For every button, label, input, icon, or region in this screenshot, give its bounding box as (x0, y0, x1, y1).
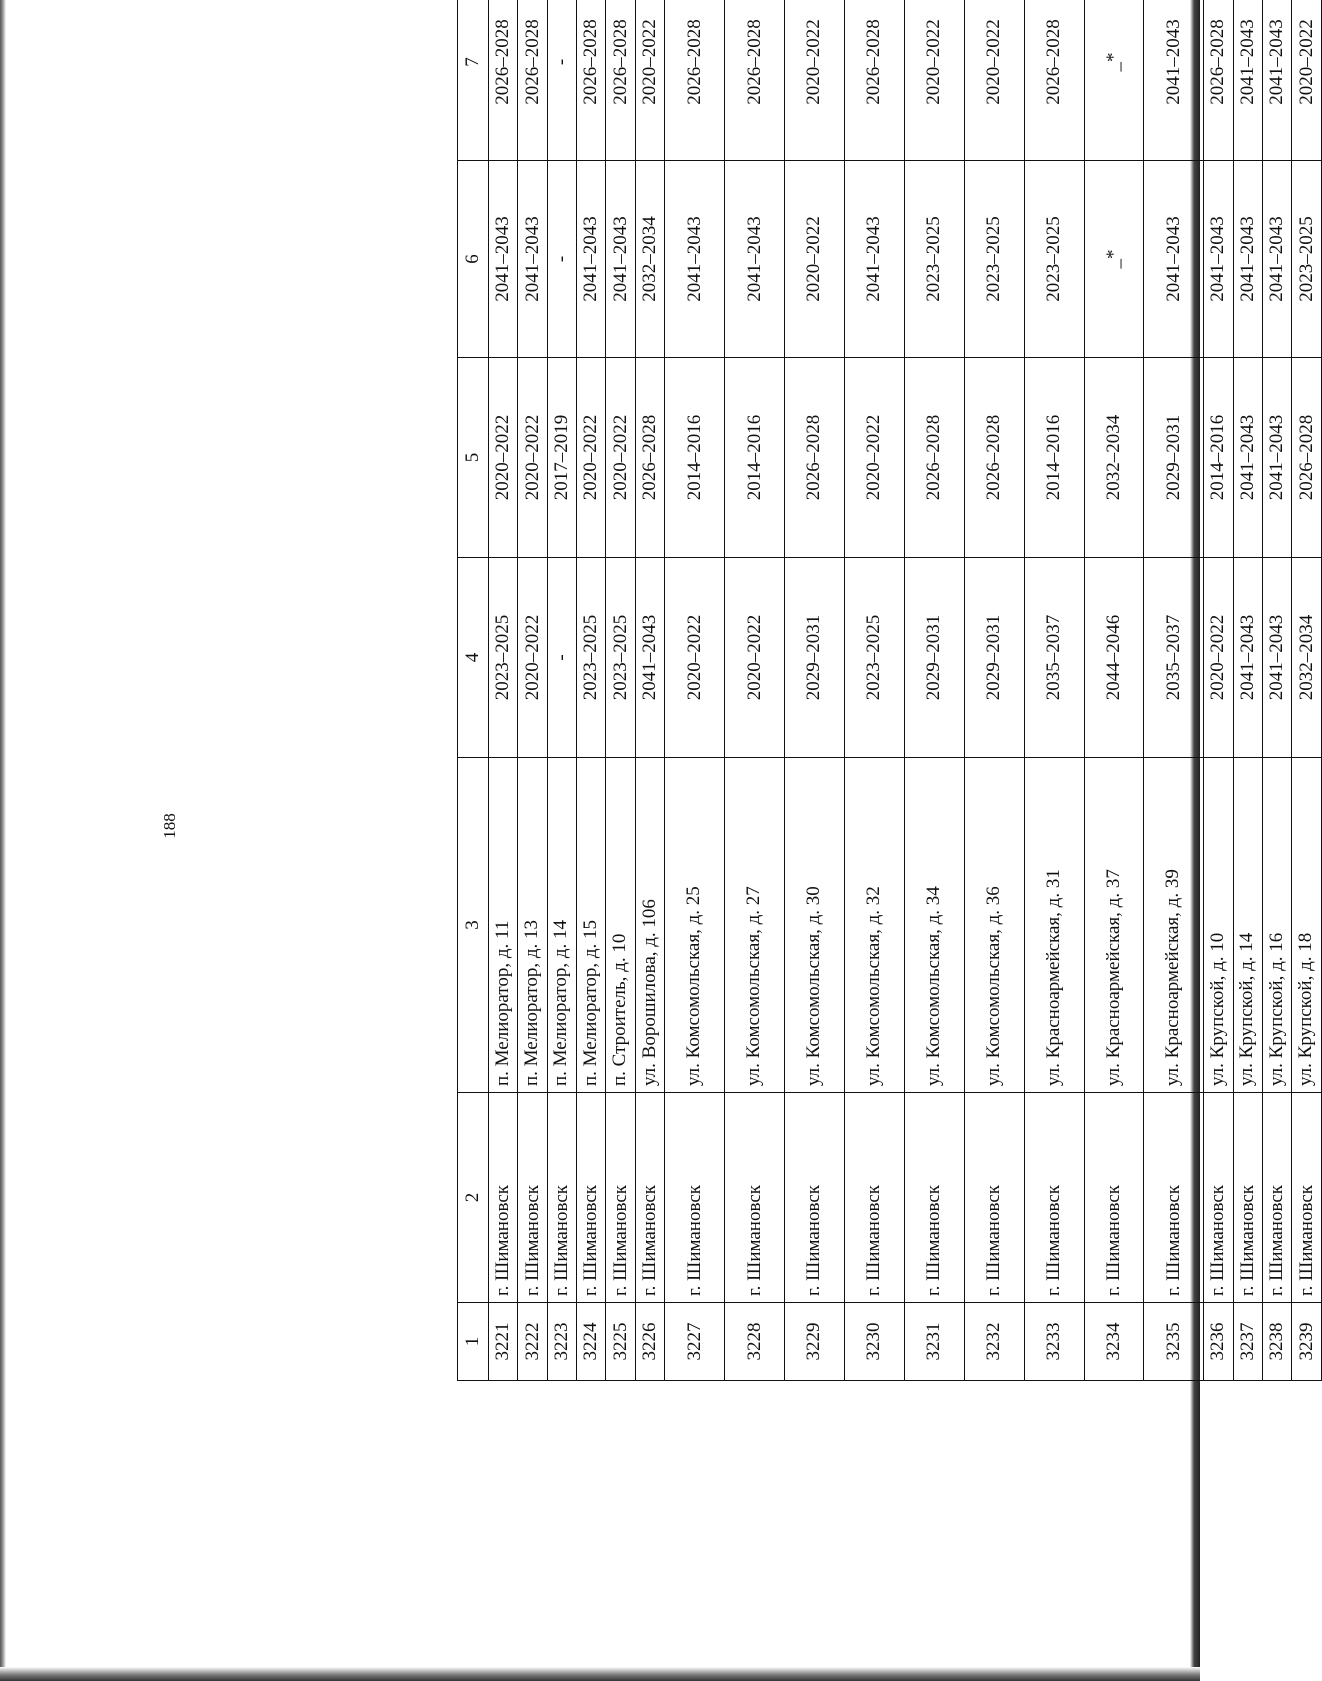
address-cell: п. Мелиоратор, д. 14 (547, 758, 576, 1093)
address-cell: ул. Комсомольская, д. 32 (844, 758, 904, 1093)
period-col5-cell: 2014–2016 (665, 358, 725, 558)
period-col6-cell: 2041–2043 (577, 161, 606, 358)
period-col7-cell: 2020–2022 (1292, 0, 1322, 161)
period-col7-cell: 2020–2022 (904, 0, 964, 161)
city-cell: г. Шимановск (1292, 1093, 1322, 1303)
period-col7-cell: _* (1084, 0, 1144, 161)
period-col6-cell: 2041–2043 (1233, 161, 1262, 358)
city-cell: г. Шимановск (1024, 1093, 1084, 1303)
period-col6-cell: 2023–2025 (904, 161, 964, 358)
city-cell: г. Шимановск (725, 1093, 785, 1303)
period-col4-cell: 2020–2022 (665, 558, 725, 758)
city-cell: г. Шимановск (577, 1093, 606, 1303)
period-col7-cell: 2026–2028 (489, 0, 518, 161)
period-col4-cell: 2041–2043 (1233, 558, 1262, 758)
period-col7-cell: 2020–2022 (964, 0, 1024, 161)
table-row (1233, 0, 1262, 1381)
address-cell: ул. Ворошилова, д. 106 (635, 758, 664, 1093)
column-header-1: 1 (458, 1303, 489, 1381)
city-cell: г. Шимановск (1144, 1093, 1204, 1303)
city-cell: г. Шимановск (606, 1093, 635, 1303)
address-cell: п. Мелиоратор, д. 11 (489, 758, 518, 1093)
city-cell: г. Шимановск (1084, 1093, 1144, 1303)
period-col7-cell: - (547, 0, 576, 161)
city-cell: г. Шимановск (635, 1093, 664, 1303)
city-cell: г. Шимановск (784, 1093, 844, 1303)
period-col5-cell: 2026–2028 (784, 358, 844, 558)
period-col6-cell: 2023–2025 (1024, 161, 1084, 358)
table-row (1292, 0, 1322, 1381)
period-col7-cell: 2020–2022 (635, 0, 664, 161)
period-col7-cell: 2026–2028 (1204, 0, 1233, 161)
table-row (1144, 0, 1204, 1381)
table-row (1024, 0, 1084, 1381)
period-col7-cell: 2041–2043 (1233, 0, 1262, 161)
period-col5-cell: 2020–2022 (518, 358, 547, 558)
period-col7-cell: 2026–2028 (725, 0, 785, 161)
table-header-row (458, 0, 489, 1381)
table-row (665, 0, 725, 1381)
period-col7-cell: 2026–2028 (606, 0, 635, 161)
period-col6-cell: 2041–2043 (489, 161, 518, 358)
period-col5-cell: 2014–2016 (1024, 358, 1084, 558)
city-cell: г. Шимановск (904, 1093, 964, 1303)
table-row (606, 0, 635, 1381)
period-col5-cell: 2014–2016 (725, 358, 785, 558)
address-cell: ул. Комсомольская, д. 25 (665, 758, 725, 1093)
period-col5-cell: 2020–2022 (577, 358, 606, 558)
row-number-cell: 3222 (518, 1303, 547, 1381)
document-table (457, 0, 1322, 1381)
period-col6-cell: _* (1084, 161, 1144, 358)
row-number-cell: 3229 (784, 1303, 844, 1381)
period-col6-cell: 2041–2043 (665, 161, 725, 358)
table-row (1263, 0, 1292, 1381)
row-number-cell: 3230 (844, 1303, 904, 1381)
document-table-wrapper (457, 0, 1322, 1381)
period-col5-cell: 2020–2022 (489, 358, 518, 558)
period-col6-cell: 2023–2025 (1292, 161, 1322, 358)
period-col6-cell: - (547, 161, 576, 358)
period-col4-cell: 2032–2034 (1292, 558, 1322, 758)
table-row (904, 0, 964, 1381)
city-cell: г. Шимановск (1204, 1093, 1233, 1303)
address-cell: ул. Красноармейская, д. 31 (1024, 758, 1084, 1093)
address-cell: ул. Крупской, д. 18 (1292, 758, 1322, 1093)
period-col5-cell: 2014–2016 (1204, 358, 1233, 558)
row-number-cell: 3226 (635, 1303, 664, 1381)
column-header-6: 6 (458, 161, 489, 358)
period-col6-cell: 2041–2043 (518, 161, 547, 358)
table-row (635, 0, 664, 1381)
period-col5-cell: 2041–2043 (1263, 358, 1292, 558)
row-number-cell: 3221 (489, 1303, 518, 1381)
period-col4-cell: 2020–2022 (725, 558, 785, 758)
address-cell: ул. Крупской, д. 14 (1233, 758, 1262, 1093)
table-row (577, 0, 606, 1381)
period-col7-cell: 2020–2022 (784, 0, 844, 161)
period-col7-cell: 2026–2028 (844, 0, 904, 161)
city-cell: г. Шимановск (547, 1093, 576, 1303)
period-col5-cell: 2026–2028 (1292, 358, 1322, 558)
row-number-cell: 3238 (1263, 1303, 1292, 1381)
table-row (518, 0, 547, 1381)
scan-edge-bottom (0, 1667, 1200, 1681)
period-col5-cell: 2041–2043 (1233, 358, 1262, 558)
city-cell: г. Шимановск (489, 1093, 518, 1303)
address-cell: п. Мелиоратор, д. 13 (518, 758, 547, 1093)
period-col6-cell: 2032–2034 (635, 161, 664, 358)
period-col6-cell: 2041–2043 (1204, 161, 1233, 358)
period-col4-cell: 2023–2025 (577, 558, 606, 758)
period-col4-cell: 2020–2022 (1204, 558, 1233, 758)
period-col4-cell: 2023–2025 (606, 558, 635, 758)
period-col7-cell: 2026–2028 (1024, 0, 1084, 161)
period-col7-cell: 2041–2043 (1263, 0, 1292, 161)
period-col7-cell: 2026–2028 (518, 0, 547, 161)
address-cell: ул. Комсомольская, д. 30 (784, 758, 844, 1093)
page-number: 188 (160, 813, 179, 839)
column-header-7: 7 (458, 0, 489, 161)
column-header-2: 2 (458, 1093, 489, 1303)
period-col5-cell: 2017–2019 (547, 358, 576, 558)
table-row (784, 0, 844, 1381)
period-col5-cell: 2032–2034 (1084, 358, 1144, 558)
address-cell: п. Мелиоратор, д. 15 (577, 758, 606, 1093)
address-cell: п. Строитель, д. 10 (606, 758, 635, 1093)
period-col7-cell: 2026–2028 (577, 0, 606, 161)
address-cell: ул. Красноармейская, д. 37 (1084, 758, 1144, 1093)
address-cell: ул. Крупской, д. 16 (1263, 758, 1292, 1093)
row-number-cell: 3224 (577, 1303, 606, 1381)
period-col5-cell: 2020–2022 (844, 358, 904, 558)
row-number-cell: 3237 (1233, 1303, 1262, 1381)
address-cell: ул. Красноармейская, д. 39 (1144, 758, 1204, 1093)
row-number-cell: 3223 (547, 1303, 576, 1381)
period-col7-cell: 2041–2043 (1144, 0, 1204, 161)
table-row (964, 0, 1024, 1381)
row-number-cell: 3235 (1144, 1303, 1204, 1381)
column-header-3: 3 (458, 758, 489, 1093)
row-number-cell: 3236 (1204, 1303, 1233, 1381)
period-col4-cell: 2023–2025 (844, 558, 904, 758)
period-col5-cell: 2020–2022 (606, 358, 635, 558)
table-body (489, 0, 1322, 1381)
address-cell: ул. Комсомольская, д. 27 (725, 758, 785, 1093)
period-col4-cell: 2029–2031 (784, 558, 844, 758)
period-col5-cell: 2026–2028 (904, 358, 964, 558)
period-col4-cell: 2029–2031 (904, 558, 964, 758)
period-col5-cell: 2026–2028 (635, 358, 664, 558)
row-number-cell: 3228 (725, 1303, 785, 1381)
address-cell: ул. Крупской, д. 10 (1204, 758, 1233, 1093)
city-cell: г. Шимановск (844, 1093, 904, 1303)
row-number-cell: 3227 (665, 1303, 725, 1381)
period-col4-cell: 2035–2037 (1144, 558, 1204, 758)
city-cell: г. Шимановск (1263, 1093, 1292, 1303)
city-cell: г. Шимановск (518, 1093, 547, 1303)
row-number-cell: 3233 (1024, 1303, 1084, 1381)
period-col4-cell: 2035–2037 (1024, 558, 1084, 758)
table-row (489, 0, 518, 1381)
city-cell: г. Шимановск (1233, 1093, 1262, 1303)
period-col4-cell: 2023–2025 (489, 558, 518, 758)
table-row (547, 0, 576, 1381)
city-cell: г. Шимановск (964, 1093, 1024, 1303)
table-row (1084, 0, 1144, 1381)
column-header-4: 4 (458, 558, 489, 758)
period-col6-cell: 2023–2025 (964, 161, 1024, 358)
scan-edge-left (0, 0, 6, 1681)
period-col7-cell: 2026–2028 (665, 0, 725, 161)
period-col6-cell: 2041–2043 (606, 161, 635, 358)
period-col4-cell: 2044–2046 (1084, 558, 1144, 758)
row-number-cell: 3225 (606, 1303, 635, 1381)
period-col4-cell: 2041–2043 (1263, 558, 1292, 758)
row-number-cell: 3239 (1292, 1303, 1322, 1381)
period-col4-cell: 2020–2022 (518, 558, 547, 758)
period-col6-cell: 2041–2043 (1263, 161, 1292, 358)
row-number-cell: 3231 (904, 1303, 964, 1381)
table-row (725, 0, 785, 1381)
city-cell: г. Шимановск (665, 1093, 725, 1303)
table-row (1204, 0, 1233, 1381)
period-col6-cell: 2041–2043 (725, 161, 785, 358)
column-header-5: 5 (458, 358, 489, 558)
period-col5-cell: 2026–2028 (964, 358, 1024, 558)
period-col6-cell: 2041–2043 (844, 161, 904, 358)
period-col5-cell: 2029–2031 (1144, 358, 1204, 558)
table-row (844, 0, 904, 1381)
address-cell: ул. Комсомольская, д. 36 (964, 758, 1024, 1093)
row-number-cell: 3232 (964, 1303, 1024, 1381)
period-col6-cell: 2020–2022 (784, 161, 844, 358)
period-col4-cell: 2029–2031 (964, 558, 1024, 758)
row-number-cell: 3234 (1084, 1303, 1144, 1381)
period-col4-cell: - (547, 558, 576, 758)
address-cell: ул. Комсомольская, д. 34 (904, 758, 964, 1093)
period-col6-cell: 2041–2043 (1144, 161, 1204, 358)
period-col4-cell: 2041–2043 (635, 558, 664, 758)
